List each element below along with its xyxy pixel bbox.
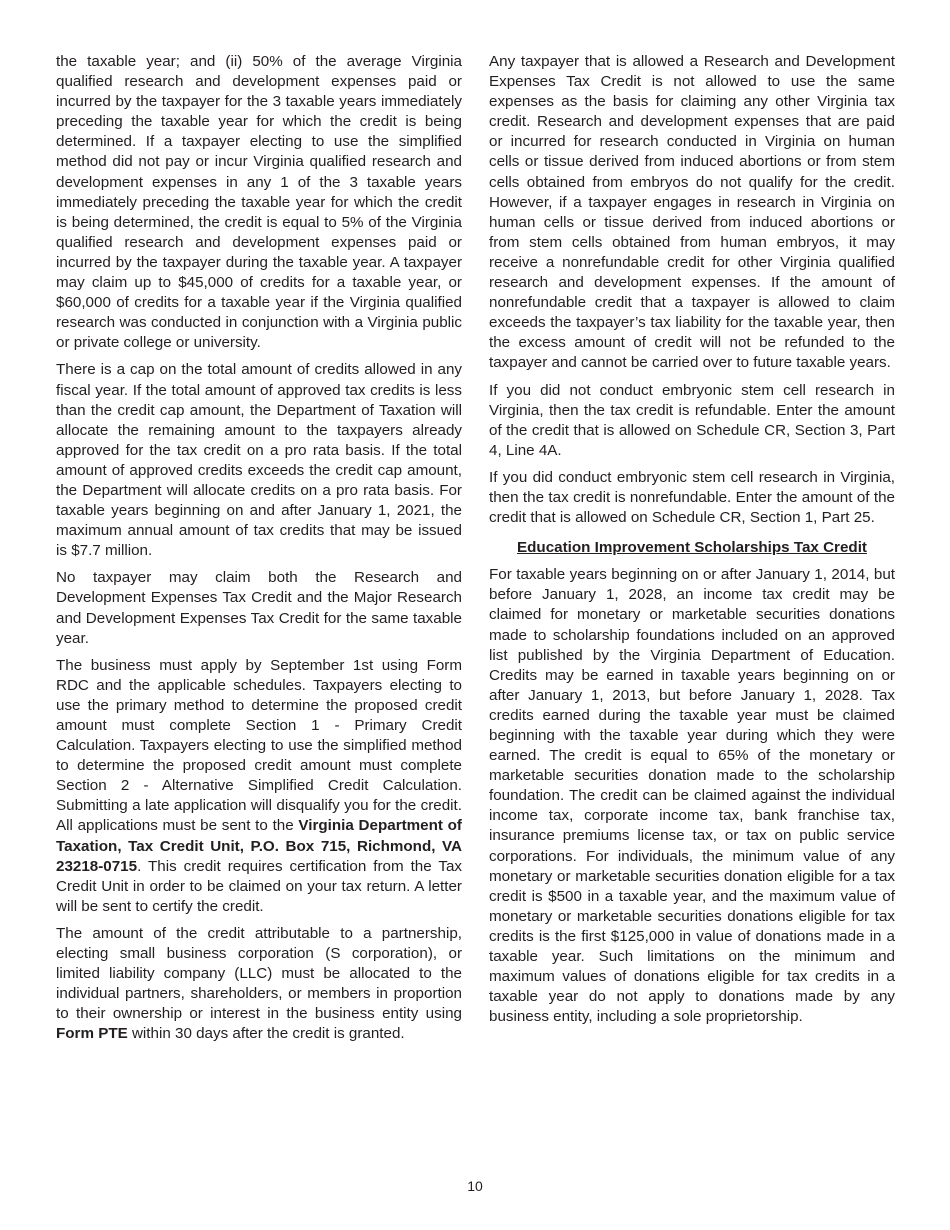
paragraph-expense-restrictions: Any taxpayer that is allowed a Research and Development Expenses Tax Credit is not allowed to use the same expenses as the basis for claiming any other Virginia tax credit. Research and development expenses that are paid or incurred for research conducted in Virginia on human cells or tissue derived from induced abortions or from stem cells obtained from embryos do not qualify for the credit. However, if a taxpayer engages in research in Virginia on human cells or tissue derived from induced abortions or from stem cells obtained from human embryos, it may receive a nonrefundable credit for other Virginia qualified research and development expenses. If the amount of nonrefundable credit that a taxpayer is allowed to claim exceeds the taxpayer’s tax liability for the taxable year, then the excess amount of credit will not be refunded to the taxpayer and cannot be carried over to future taxable years.	[489, 53, 895, 372]
section-heading-education-scholarships: Education Improvement Scholarships Tax Credit	[517, 539, 867, 557]
right-column	[489, 52, 895, 1034]
allocation-text-start: The amount of the credit attributable to a partnership, electing small business corporation (S corporation), or limited liability company (LLC) must be allocated to the individual partners, shareholders, or members in proportion to their ownership or interest in the business entity using	[56, 924, 462, 1023]
paragraph-application	[56, 656, 462, 917]
mailing-address: Virginia Department of Taxation, Tax Credit Unit, P.O. Box 715, Richmond, VA 23218-0715	[56, 817, 462, 875]
paragraph-simplified-method: the taxable year; and (ii) 50% of the average Virginia qualified research and development expenses paid or incurred by the taxpayer for the 3 taxable years immediately preceding the taxable year for which the credit is being determined. If a taxpayer electing to use the simplified method did not pay or incur Virginia qualified research and development expenses in any 1 of the 3 taxable years immediately preceding the taxable year for which the credit is being determined, the credit is equal to 5% of the Virginia qualified research and development expenses paid or incurred by the taxpayer during the taxable year. A taxpayer may claim up to $45,000 of credits for a taxable year, or $60,000 of credits for a taxable year if the Virginia qualified research was conducted in conjunction with a Virginia public or private college or university.	[56, 53, 462, 352]
application-text-end: . This credit requires certification from the Tax Credit Unit in order to be claimed on your tax return. A letter will be sent to certify the credit.	[56, 857, 462, 915]
allocation-text-end: within 30 days after the credit is granted.	[127, 1025, 405, 1043]
paragraph-pass-through-allocation	[56, 924, 462, 1045]
paragraph-no-double-claim: No taxpayer may claim both the Research and Development Expenses Tax Credit and the Major Research and Development Expenses Tax Credit for the same taxable year.	[56, 569, 462, 647]
paragraph-refundable-credit: If you did not conduct embryonic stem cell research in Virginia, then the tax credit is refundable. Enter the amount of the credit that is allowed on Schedule CR, Section 3, Part 4, Line 4A.	[489, 381, 895, 459]
application-text-start: The business must apply by September 1st using Form RDC and the applicable schedules. Taxpayers electing to use the primary method to determine the proposed credit amount must complete Section 1 - Primary Credit Calculation. Taxpayers electing to use the simplified method to determine the proposed credit amount must complete Section 2 - Alternative Simplified Credit Calculation. Submitting a late application will disqualify you for the credit. All applications must be sent to the	[56, 656, 462, 835]
left-column	[56, 52, 462, 1052]
paragraph-education-scholarships: For taxable years beginning on or after January 1, 2014, but before January 1, 2028, an income tax credit may be claimed for monetary or marketable securities donations made to scholarship foundations included on an approved list published by the Virginia Department of Education. Credits may be earned in taxable years beginning on or after January 1, 2013, but before January 1, 2028. Tax credits earned during the taxable year must be claimed beginning with the taxable year during which they were earned. The credit is equal to 65% of the monetary or marketable securities donation made to the scholarship foundation. The credit can be claimed against the individual income tax, corporate income tax, bank franchise tax, insurance premiums license tax, or tax on public service corporations. For individuals, the minimum value of any monetary or marketable securities donation eligible for a tax credit is $500 in a taxable year, and the maximum value of monetary or marketable securities donations eligible for tax credits is the first $125,000 in value of donations made in a taxable year. Such limitations on the minimum and maximum values of donations eligible for tax credits in a taxable year do not apply to donations made by any business entity, including a sole proprietorship.	[489, 566, 895, 1026]
form-pte-reference: Form PTE	[56, 1025, 128, 1043]
page-number: 10	[467, 1178, 483, 1194]
paragraph-nonrefundable-credit: If you did conduct embryonic stem cell research in Virginia, then the tax credit is nonrefundable. Enter the amount of the credit that is allowed on Schedule CR, Section 1, Part 25.	[489, 468, 895, 527]
paragraph-credit-cap: There is a cap on the total amount of credits allowed in any fiscal year. If the total amount of approved tax credits is less than the credit cap amount, the Department of Taxation will allocate the remaining amount to the taxpayers already approved for the tax credit on a pro rata basis. If the total amount of approved credits exceeds the credit cap amount, the Department will allocate credits on a pro rata basis. For taxable years beginning on and after January 1, 2021, the maximum annual amount of tax credits that may be issued is $7.7 million.	[56, 361, 462, 560]
